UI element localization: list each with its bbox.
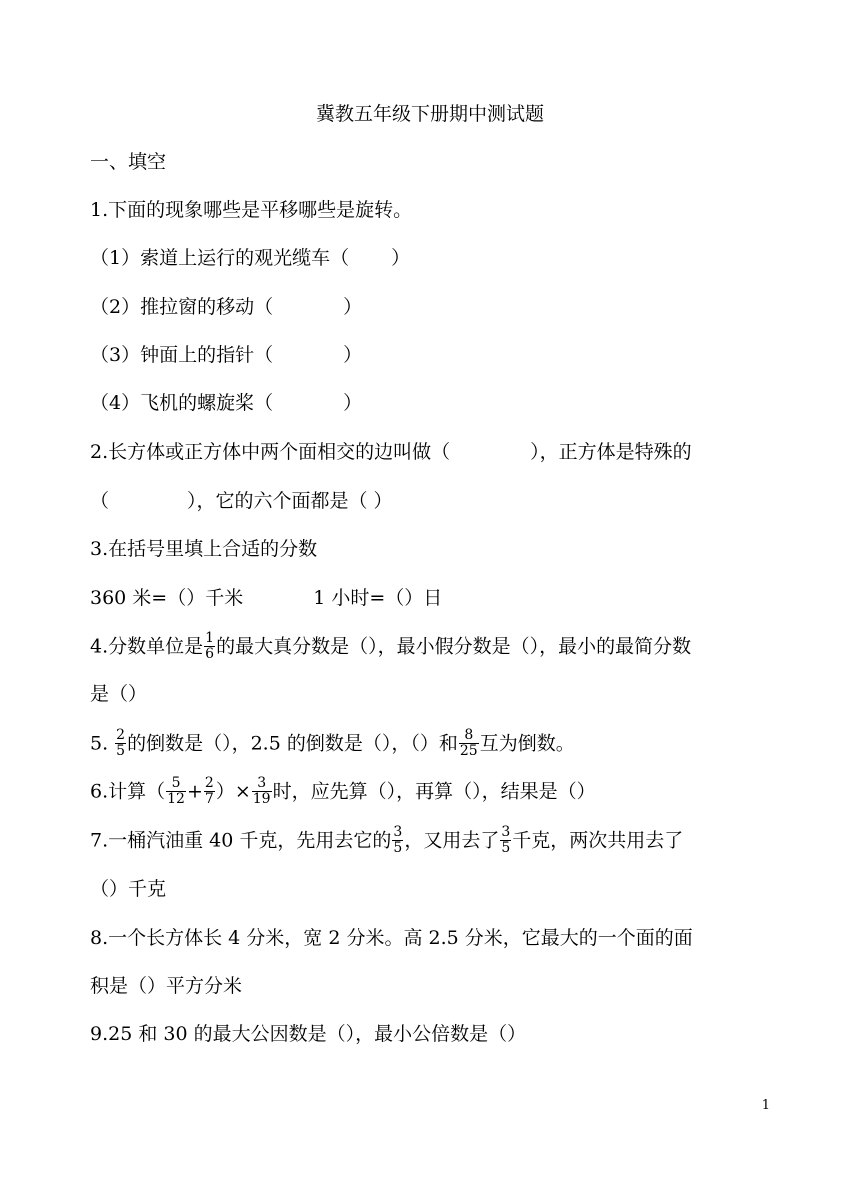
q3-conversion-a: 360 米=（）千米 [90, 587, 244, 609]
numerator: 8 [459, 728, 479, 744]
fraction [115, 728, 126, 759]
q4-text-pre: 4.分数单位是 [90, 635, 204, 658]
numerator: 3 [393, 824, 403, 840]
q6-text-pre: 6.计算（ [90, 780, 166, 803]
q6-text-post: 时，应先算（），再算（），结果是（） [272, 780, 596, 803]
question-8-line-2: 积是（）平方分米 [90, 975, 243, 997]
question-8-line-1: 8.一个长方体长 4 分米，宽 2 分米。高 2.5 分米，它最大的一个面的面 [90, 927, 693, 949]
page-title: 冀教五年级下册期中测试题 [315, 103, 544, 125]
numerator: 2 [204, 775, 214, 791]
question-4-line-1 [90, 632, 691, 663]
q7-text-post: 千克，两次共用去了 [512, 829, 684, 852]
fraction [166, 776, 186, 807]
page-number: 1 [761, 1098, 770, 1113]
q7-text-mid: ，又用去了 [404, 829, 500, 852]
numerator: 2 [116, 727, 126, 743]
numerator: 3 [252, 776, 272, 792]
question-4-line-2: 是（） [90, 683, 148, 705]
numerator: 3 [501, 824, 511, 840]
denominator: 19 [252, 791, 271, 807]
question-3-conversions [90, 585, 442, 611]
item-close: ） [343, 392, 363, 414]
fraction [459, 728, 479, 759]
item-close: ） [343, 296, 363, 318]
q3-conversion-b: 1 小时=（）日 [313, 587, 443, 609]
denominator: 12 [167, 791, 185, 807]
q2-text-c: （ [90, 490, 110, 512]
question-5 [90, 729, 575, 760]
fraction [500, 825, 511, 856]
fraction [252, 776, 272, 807]
q7-text-pre: 7.一桶汽油重 40 千克，先用去它的 [90, 829, 392, 852]
question-2-line-2 [90, 488, 393, 514]
question-2-line-1 [90, 439, 692, 465]
item-label: （2）推拉窗的移动（ [90, 296, 274, 318]
question-1: 1.下面的现象哪些是平移哪些是旋转。 [90, 199, 413, 221]
question-3: 3.在括号里填上合适的分数 [90, 538, 318, 560]
q5-text-mid: 的倒数是（），2.5 的倒数是（），（）和 [127, 732, 458, 755]
item-close: ） [343, 344, 363, 366]
q2-text-d: ），它的六个面都是（ ） [187, 490, 393, 512]
q5-text-post: 互为倒数。 [479, 732, 575, 755]
denominator: 5 [116, 743, 126, 759]
numerator: 1 [205, 630, 215, 646]
q2-text-a: 2.长方体或正方体中两个面相交的边叫做（ [90, 441, 451, 463]
denominator: 25 [459, 743, 478, 759]
item-label: （4）飞机的螺旋桨（ [90, 392, 274, 414]
question-1-item-3 [90, 342, 362, 368]
times-sign: ）× [215, 780, 251, 803]
denominator: 5 [501, 840, 511, 856]
question-1-item-4 [90, 390, 362, 416]
q5-text-pre: 5. [90, 732, 115, 755]
section-heading: 一、填空 [90, 151, 167, 173]
denominator: 7 [204, 791, 214, 807]
question-1-item-2 [90, 294, 362, 320]
fraction [392, 825, 403, 856]
question-7-line-2: （）千克 [90, 878, 167, 900]
item-close: ） [391, 247, 411, 269]
fraction [204, 631, 215, 662]
q2-text-b: ），正方体是特殊的 [530, 441, 692, 463]
q4-text-post: 的最大真分数是（），最小假分数是（），最小的最简分数 [216, 635, 692, 658]
numerator: 5 [166, 776, 186, 792]
item-label: （3）钟面上的指针（ [90, 344, 274, 366]
question-1-item-1 [90, 245, 410, 271]
item-label: （1）索道上运行的观光缆车（ [90, 247, 350, 269]
fraction [204, 776, 215, 807]
question-7-line-1 [90, 826, 683, 857]
question-6 [90, 777, 596, 808]
plus-sign: + [186, 780, 203, 803]
question-9: 9.25 和 30 的最大公因数是（），最小公倍数是（） [90, 1023, 527, 1045]
denominator: 5 [393, 840, 403, 856]
denominator: 6 [205, 646, 215, 662]
